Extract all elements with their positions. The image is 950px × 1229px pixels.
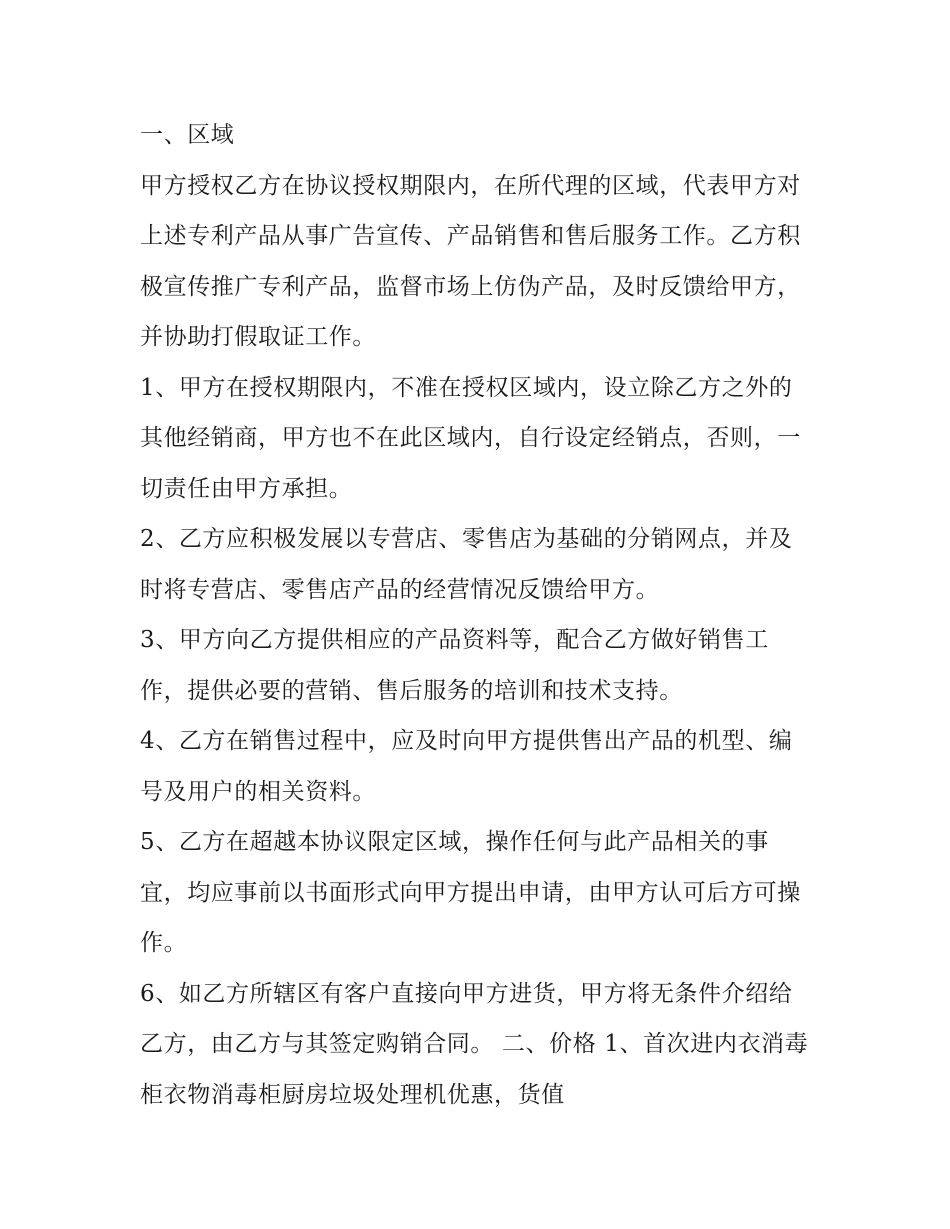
paragraph-item-4: 4、乙方在销售过程中，应及时向甲方提供售出产品的机型、编号及用户的相关资料。 bbox=[140, 728, 793, 805]
document-body bbox=[140, 110, 812, 1120]
paragraph-item-3: 3、甲方向乙方提供相应的产品资料等，配合乙方做好销售工作，提供必要的营销、售后服务的培训和技术支持。 bbox=[140, 627, 769, 704]
paragraph-item-5: 5、乙方在超越本协议限定区域，操作任何与此产品相关的事宜，均应事前以书面形式向甲方提出申请，由甲方认可后方可操作。 bbox=[140, 829, 801, 956]
paragraph-intro: 甲方授权乙方在协议授权期限内，在所代理的区域，代表甲方对上述专利产品从事广告宣传、产品销售和售后服务工作。乙方积极宣传推广专利产品，监督市场上仿伪产品，及时反馈给甲方，并协助打假取证工作。 bbox=[140, 172, 801, 350]
section-heading: 一、区域 bbox=[140, 122, 235, 148]
paragraph-item-2: 2、乙方应积极发展以专营店、零售店为基础的分销网点，并及时将专营店、零售店产品的经营情况反馈给甲方。 bbox=[140, 526, 793, 603]
paragraph-item-1: 1、甲方在授权期限内，不准在授权区域内，设立除乙方之外的其他经销商，甲方也不在此区域内，自行设定经销点，否则，一切责任由甲方承担。 bbox=[140, 374, 801, 502]
paragraph-item-6: 6、如乙方所辖区有客户直接向甲方进货，甲方将无条件介绍给乙方，由乙方与其签定购销合同。 二、价格 1、首次进内衣消毒柜衣物消毒柜厨房垃圾处理机优惠，货值 bbox=[140, 980, 809, 1108]
